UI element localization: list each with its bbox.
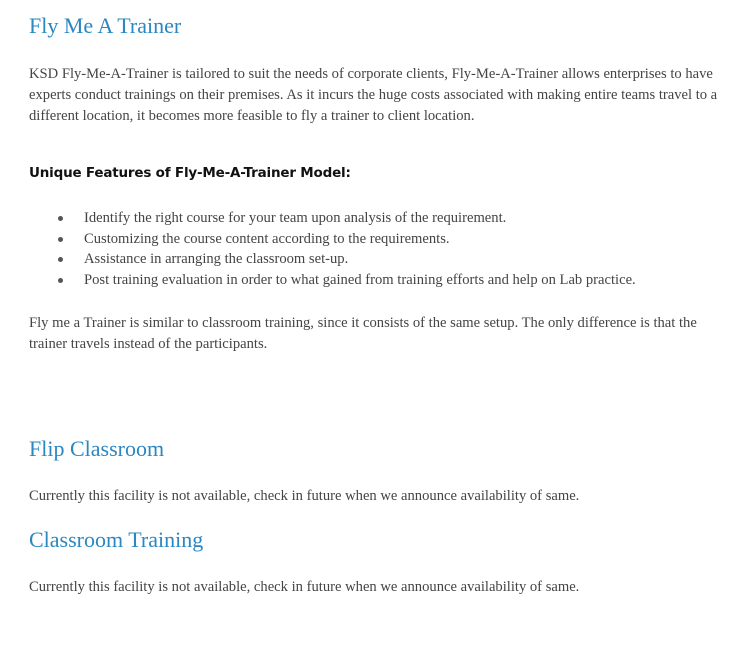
feature-text: Post training evaluation in order to what gained from training efforts and help on Lab practice. xyxy=(84,272,636,289)
flip-classroom-body: Currently this facility is not available, check in future when we announce availability of same. xyxy=(29,488,580,504)
bullet-icon xyxy=(58,278,63,283)
classroom-training-body: Currently this facility is not available, check in future when we announce availability of same. xyxy=(29,579,580,595)
feature-text: Identify the right course for your team upon analysis of the requirement. xyxy=(84,210,507,226)
list-item xyxy=(29,249,636,270)
fly-me-a-trainer-heading: Fly Me A Trainer xyxy=(29,13,182,38)
list-item xyxy=(29,229,636,250)
fly-me-a-trainer-intro: KSD Fly-Me-A-Trainer is tailored to suit the needs of corporate clients, Fly-Me-A-Trainer allows enterprises to have experts conduct trainings on their premises. As it incurs the huge costs associated with making entire teams travel to a different location, it becomes more feasible to fly a trainer to client location. xyxy=(29,66,718,124)
list-item xyxy=(29,270,636,291)
flip-classroom-heading: Flip Classroom xyxy=(29,436,165,461)
fly-me-a-trainer-closing: Fly me a Trainer is similar to classroom training, since it consists of the same setup. The only difference is that the trainer travels instead of the participants. xyxy=(29,315,697,352)
bullet-icon xyxy=(58,216,63,221)
feature-text: Customizing the course content according to the requirements. xyxy=(84,230,450,247)
bullet-icon xyxy=(58,257,63,262)
features-list xyxy=(29,208,636,291)
classroom-training-heading: Classroom Training xyxy=(29,527,204,552)
list-item xyxy=(29,208,636,229)
feature-text: Assistance in arranging the classroom set-up. xyxy=(84,251,349,268)
unique-features-heading: Unique Features of Fly-Me-A-Trainer Model: xyxy=(29,165,351,181)
bullet-icon xyxy=(58,237,63,242)
